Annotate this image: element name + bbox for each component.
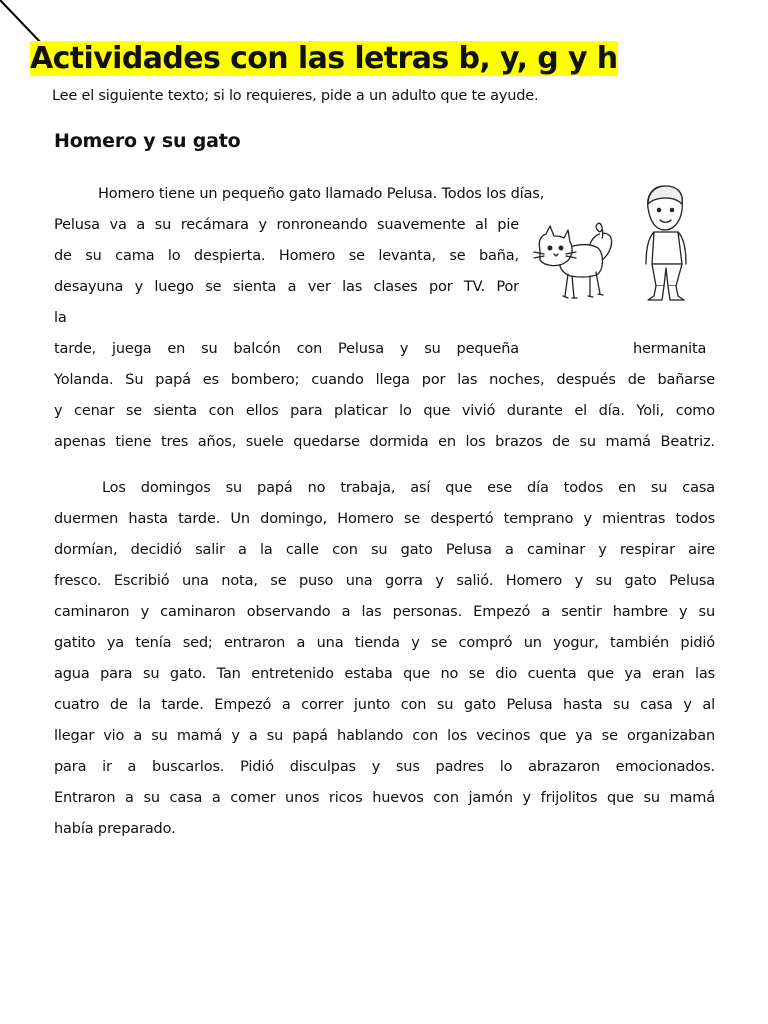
illustration	[532, 180, 718, 306]
instruction-text: Lee el siguiente texto; si lo requieres, pide a un adulto que te ayude.	[52, 88, 539, 104]
paragraph1-line: y cenar se sienta con ellos para platicar lo que vivió durante el día. Yoli, como	[54, 403, 715, 419]
paragraph2-line: para ir a buscarlos. Pidió disculpas y sus padres lo abrazaron emocionados.	[54, 759, 715, 775]
paragraph2-line: gatito ya tenía sed; entraron a una tienda y se compró un yogur, también pidió	[54, 635, 715, 651]
paragraph2-line: dormían, decidió salir a la calle con su gato Pelusa a caminar y respirar aire	[54, 542, 715, 558]
paragraph2-line: Entraron a su casa a comer unos ricos huevos con jamón y frijolitos que su mamá	[54, 790, 715, 806]
paragraph2-line: caminaron y caminaron observando a las personas. Empezó a sentir hambre y su	[54, 604, 715, 620]
paragraph1-line: la	[54, 310, 67, 326]
paragraph1-line: apenas tiene tres años, suele quedarse dormida en los brazos de su mamá Beatriz.	[54, 434, 715, 450]
paragraph1-line: de su cama lo despierta. Homero se levanta, se baña,	[54, 248, 519, 264]
paragraph1-line: Yolanda. Su papá es bombero; cuando llega por las noches, después de bañarse	[54, 372, 715, 388]
paragraph1-line: hermanita	[633, 341, 707, 357]
paragraph1-line: desayuna y luego se sienta a ver las clases por TV. Por	[54, 279, 519, 295]
paragraph1-line: tarde, juega en su balcón con Pelusa y su pequeña	[54, 341, 519, 357]
paragraph1-line: Pelusa va a su recámara y ronroneando suavemente al pie	[54, 217, 519, 233]
paragraph2-line: llegar vio a su mamá y a su papá hablando con los vecinos que ya se organizaban	[54, 728, 715, 744]
paragraph2-line: cuatro de la tarde. Empezó a correr junto con su gato Pelusa hasta su casa y al	[54, 697, 715, 713]
story-title: Homero y su gato	[54, 130, 241, 152]
page-title: Actividades con las letras b, y, g y h	[30, 41, 618, 76]
paragraph2-line: duermen hasta tarde. Un domingo, Homero se despertó temprano y mientras todos	[54, 511, 715, 527]
cat-icon	[534, 223, 612, 298]
paragraph1-line: Homero tiene un pequeño gato llamado Pelusa. Todos los días,	[98, 186, 545, 202]
paragraph2-line: Los domingos su papá no trabaja, así que ese día todos en su casa	[102, 480, 715, 496]
boy-icon	[646, 186, 686, 300]
paragraph2-line: fresco. Escribió una nota, se puso una gorra y salió. Homero y su gato Pelusa	[54, 573, 715, 589]
paragraph2-line: había preparado.	[54, 821, 176, 837]
paragraph2-line: agua para su gato. Tan entretenido estaba que no se dio cuenta que ya eran las	[54, 666, 715, 682]
